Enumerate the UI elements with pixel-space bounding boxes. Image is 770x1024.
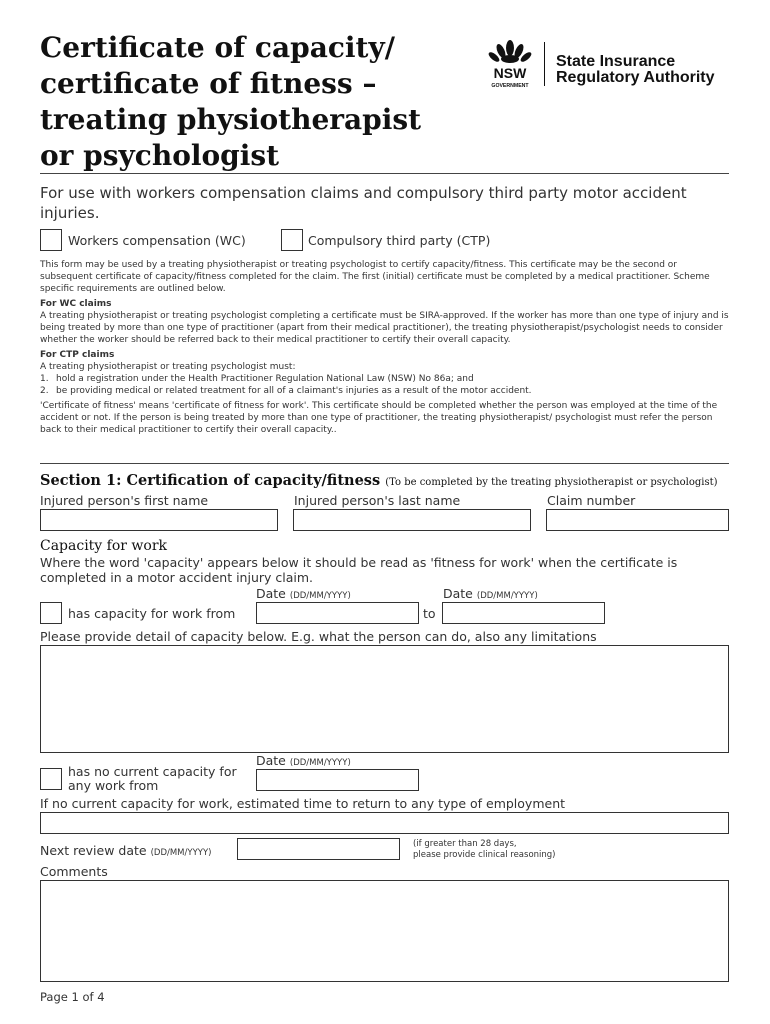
- wc-heading: For WC claims: [40, 299, 112, 309]
- return-to-work-field[interactable]: [40, 812, 729, 834]
- wc-checkbox-label: Workers compensation (WC): [68, 233, 246, 248]
- section1-note: (To be completed by the treating physiotherapist or psychologist): [385, 477, 718, 488]
- ctp-list-item: 2. be providing medical or related treatment for all of a claimant's injuries as a result of the motor accident.: [40, 386, 532, 396]
- capacity-intro: Where the word 'capacity' appears below it should be read as 'fitness for work' when the certificate is completed in a motor accident injury claim.: [40, 555, 678, 585]
- first-name-label: Injured person's first name: [40, 493, 209, 508]
- authority-name: State Insurance Regulatory Authority: [556, 53, 715, 86]
- last-name-field[interactable]: [293, 509, 531, 531]
- date-label-from: Date (DD/MM/YYYY): [256, 586, 351, 601]
- to-label: to: [423, 606, 436, 621]
- ctp-checkbox[interactable]: [281, 229, 303, 251]
- next-review-label: Next review date (DD/MM/YYYY): [40, 843, 212, 858]
- wc-checkbox[interactable]: [40, 229, 62, 251]
- ctp-heading: For CTP claims: [40, 350, 115, 360]
- logo-government-text: GOVERNMENT: [491, 83, 529, 89]
- nsw-sira-logo: [484, 38, 734, 98]
- fitness-text: 'Certificate of fitness' means 'certificate of fitness for work'. This certificate should be completed whether the person was employed at the time of the accident or not. If the person is being treated by more than one type of practitioner, the treating physiotherapist/ psychologist must refer the person back to their medical practitioner to certify their overall capacity..: [40, 401, 718, 435]
- capacity-to-date-field[interactable]: [442, 602, 605, 624]
- capacity-from-date-field[interactable]: [256, 602, 419, 624]
- has-capacity-checkbox[interactable]: [40, 602, 62, 624]
- claim-number-field[interactable]: [546, 509, 729, 531]
- logo-divider: [544, 42, 545, 86]
- form-subtitle: For use with workers compensation claims and compulsory third party motor accident injuries.: [40, 184, 687, 222]
- comments-field[interactable]: [40, 880, 729, 982]
- comments-label: Comments: [40, 864, 108, 879]
- section1-title: Section 1: Certification of capacity/fitness (To be completed by the treating physiotherapist or psychologist): [40, 472, 718, 489]
- page-title: Certificate of capacity/ certificate of fitness – treating physiotherapist or psychologist: [40, 31, 422, 172]
- has-capacity-label: has capacity for work from: [68, 606, 236, 621]
- header-rule: [40, 173, 729, 174]
- section-rule: [40, 463, 729, 464]
- intro-text: [40, 259, 730, 436]
- ctp-text: A treating physiotherapist or treating psychologist must:: [40, 362, 296, 372]
- no-capacity-checkbox[interactable]: [40, 768, 62, 790]
- wc-text: A treating physiotherapist or treating psychologist completing a certificate must be SIRA-approved. If the worker has more than one type of injury and is being treated by more than one type of practitioner (apart from their medical practitioner), the treating physiotherapist/psychologist needs to consider whether the worker should be referred back to their medical practitioner to certify their overall capacity.: [40, 311, 729, 345]
- first-name-field[interactable]: [40, 509, 278, 531]
- return-to-work-label: If no current capacity for work, estimated time to return to any type of employment: [40, 796, 566, 811]
- waratah-icon: [484, 38, 536, 90]
- intro-paragraph: This form may be used by a treating physiotherapist or treating psychologist to certify capacity/fitness. This certificate may be the second or subsequent certificate of capacity/fitness completed for the claim. The first (initial) certificate must be completed by a medical practitioner. Scheme specific requirements are outlined below.: [40, 260, 710, 294]
- capacity-heading: Capacity for work: [40, 538, 168, 554]
- next-review-date-field[interactable]: [237, 838, 400, 860]
- page-number: Page 1 of 4: [40, 990, 105, 1004]
- ctp-checkbox-label: Compulsory third party (CTP): [308, 233, 491, 248]
- ctp-list-item: 1. hold a registration under the Health Practitioner Regulation National Law (NSW) No 86a; and: [40, 374, 474, 384]
- no-capacity-date-field[interactable]: [256, 769, 419, 791]
- date-label-no-capacity: Date (DD/MM/YYYY): [256, 753, 351, 768]
- logo-nsw-text: NSW: [493, 65, 527, 81]
- date-label-to: Date (DD/MM/YYYY): [443, 586, 538, 601]
- last-name-label: Injured person's last name: [294, 493, 461, 508]
- no-capacity-label: has no current capacity for any work from: [68, 764, 237, 793]
- review-note: (if greater than 28 days, please provide clinical reasoning): [413, 839, 556, 860]
- claim-number-label: Claim number: [547, 493, 636, 508]
- capacity-detail-label: Please provide detail of capacity below. E.g. what the person can do, also any limitations: [40, 629, 597, 644]
- capacity-detail-field[interactable]: [40, 645, 729, 753]
